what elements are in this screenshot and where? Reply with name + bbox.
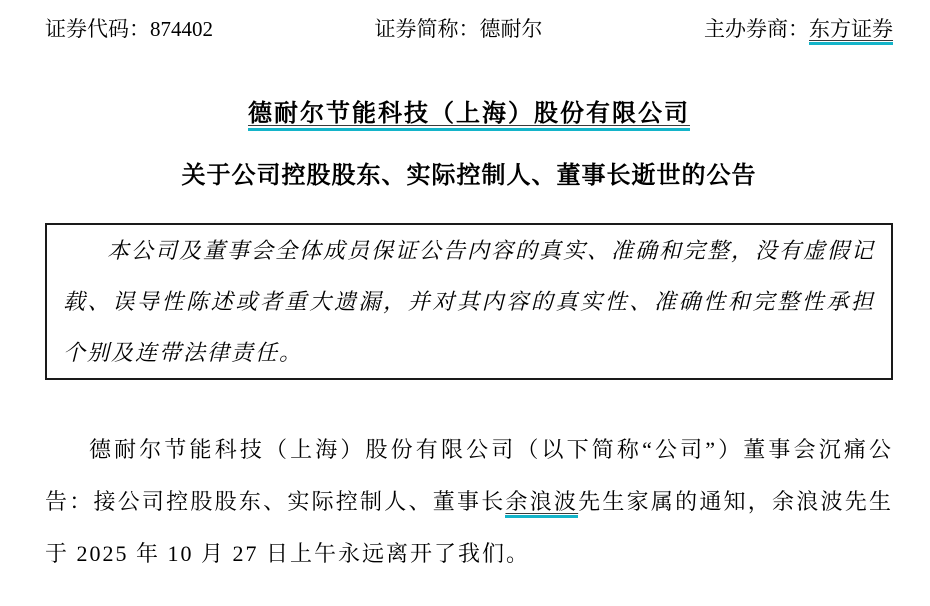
stock-code-label: 证券代码： bbox=[45, 17, 150, 41]
stock-name bbox=[375, 13, 543, 43]
stock-code bbox=[45, 13, 213, 43]
stock-name-value: 德耐尔 bbox=[479, 17, 543, 41]
sponsor-label: 主办券商： bbox=[704, 17, 809, 41]
company-name-text: 德耐尔节能科技（上海）股份有限公司 bbox=[248, 101, 690, 131]
announcement-title: 关于公司控股股东、实际控制人、董事长逝世的公告 bbox=[181, 163, 757, 190]
sponsor-value: 东方证券 bbox=[809, 17, 893, 45]
announcement-body bbox=[45, 424, 893, 580]
chairman-name: 余浪波 bbox=[505, 489, 578, 518]
disclaimer-text: 本公司及董事会全体成员保证公告内容的真实、准确和完整，没有虚假记载、误导性陈述或者重大遗漏，并对其内容的真实性、准确性和完整性承担个别及连带法律责任。 bbox=[63, 238, 876, 366]
body-text-after-name: 先生家属的通知，余浪波先生于 2025 年 10 月 27 日上午永远离开了我们。 bbox=[45, 489, 893, 567]
securities-header bbox=[45, 13, 893, 43]
disclaimer-box bbox=[45, 223, 893, 380]
company-name-title bbox=[45, 99, 893, 130]
sponsor bbox=[704, 13, 893, 43]
body-text-before-name: 德耐尔节能科技（上海）股份有限公司（以下简称“公司”）董事会沉痛公告：接公司控股股东、实际控制人、董事长 bbox=[45, 437, 893, 515]
stock-name-label: 证券简称： bbox=[374, 17, 480, 41]
stock-code-value: 874402 bbox=[150, 17, 213, 41]
